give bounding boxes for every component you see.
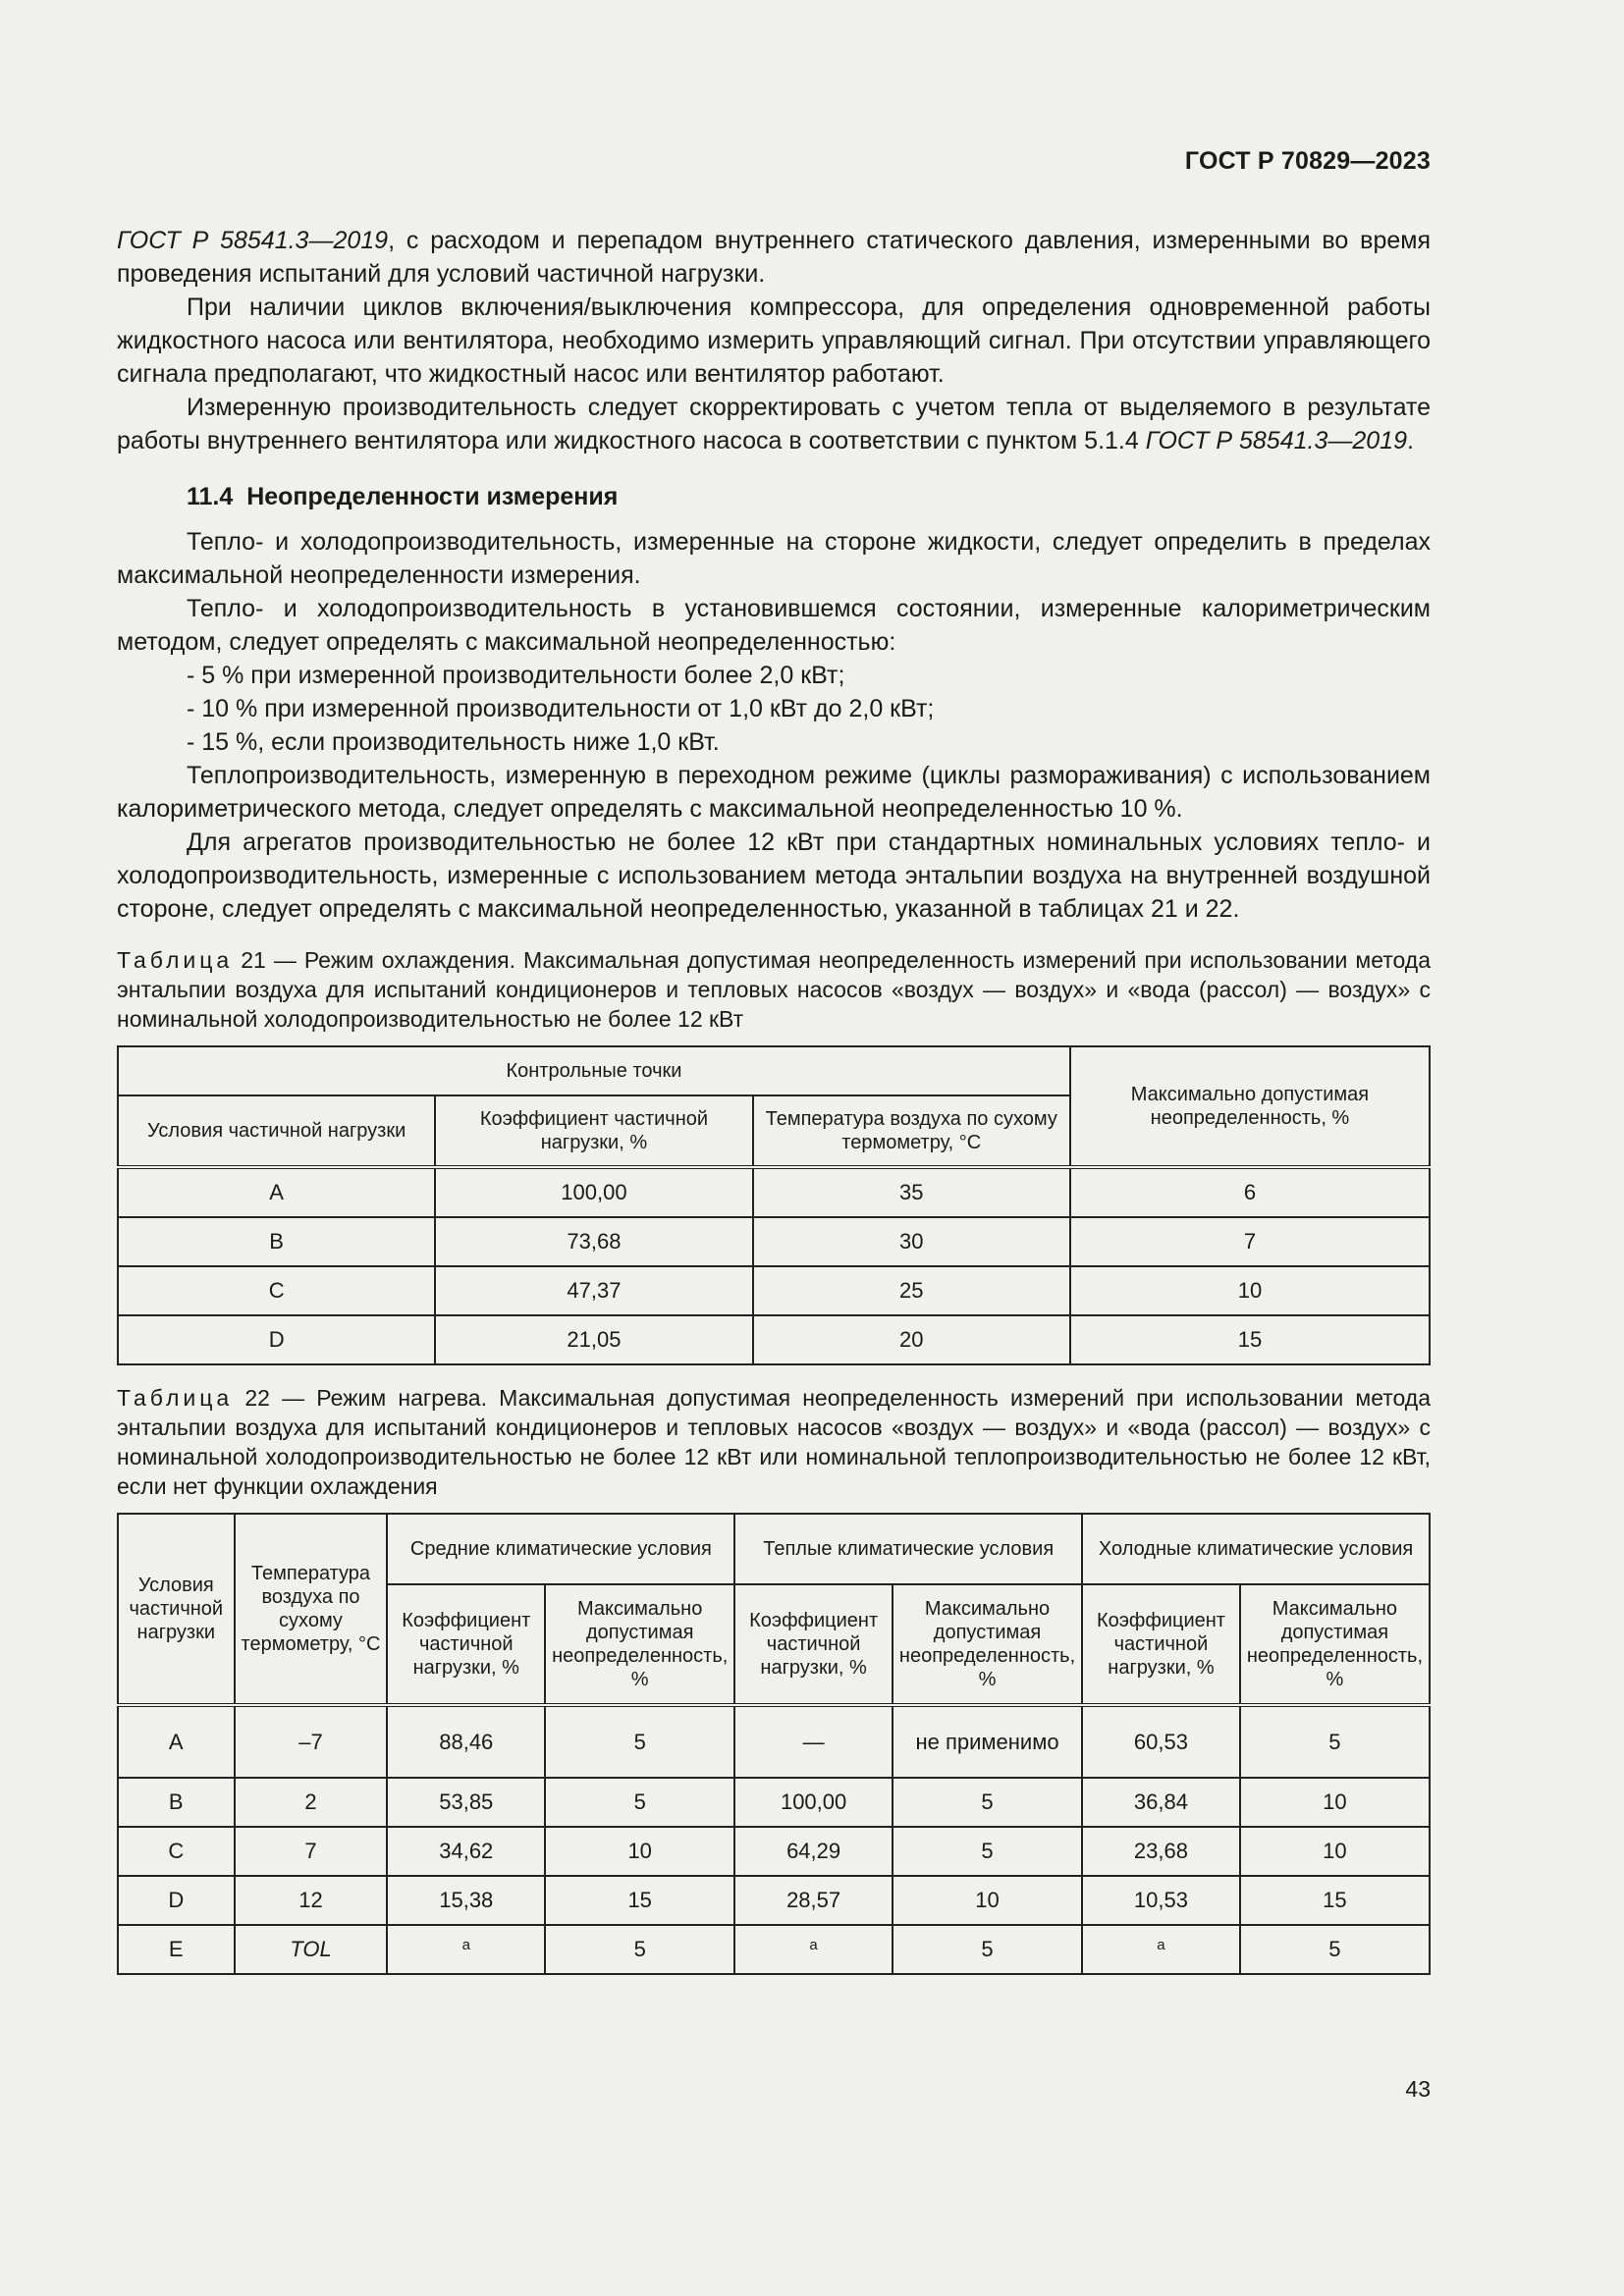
table-group-header: Холодные климатические условия bbox=[1082, 1514, 1430, 1584]
table-header: Коэффициент частичной нагрузки, % bbox=[734, 1584, 893, 1705]
table-row: C 7 34,62 10 64,29 5 23,68 10 bbox=[118, 1827, 1430, 1876]
table-header: Коэффициент частичной нагрузки, % bbox=[1082, 1584, 1240, 1705]
footnote-marker: a bbox=[734, 1925, 893, 1974]
table-header: Температура воздуха по сухому термометру, °С bbox=[753, 1095, 1070, 1167]
table-22 bbox=[117, 1513, 1431, 1975]
paragraph: ГОСТ Р 58541.3—2019, с расходом и перепадом внутреннего статического давления, измеренными во время проведения испытаний для условий частичной нагрузки. bbox=[117, 227, 1431, 288]
list-item: - 5 % при измеренной производительности более 2,0 кВт; bbox=[187, 662, 845, 689]
paragraph: Теплопроизводительность, измеренную в переходном режиме (циклы размораживания) с использованием калориметрического метода, следует определять с максимальной неопределенностью 10 %. bbox=[117, 762, 1431, 823]
table-group-header: Средние климатические условия bbox=[387, 1514, 734, 1584]
paragraph: Тепло- и холодопроизводительность, измеренные на стороне жидкости, следует определить в пределах максимальной неопределенности измерения. bbox=[117, 528, 1431, 589]
table-21 bbox=[117, 1045, 1431, 1365]
page-number: 43 bbox=[1405, 2076, 1431, 2102]
table-header: Коэффициент частичной нагрузки, % bbox=[435, 1095, 752, 1167]
list-item: - 15 %, если производительность ниже 1,0 кВт. bbox=[187, 728, 720, 756]
footnote-marker: a bbox=[387, 1925, 545, 1974]
table-row: B 2 53,85 5 100,00 5 36,84 10 bbox=[118, 1778, 1430, 1827]
page-body bbox=[117, 224, 1431, 1975]
table-row: A –7 88,46 5 — не применимо 60,53 5 bbox=[118, 1705, 1430, 1778]
paragraph: При наличии циклов включения/выключения компрессора, для определения одновременной работы жидкостного насоса или вентилятора, необходимо измерить управляющий сигнал. При отсутствии управляющего сигнала предполагают, что жидкостный насос или вентилятор работают. bbox=[117, 294, 1431, 388]
table-header: Максимально допустимая неопределенность, % bbox=[1070, 1046, 1430, 1167]
footnote-marker: a bbox=[1082, 1925, 1240, 1974]
standard-reference: ГОСТ Р 58541.3—2019 bbox=[117, 227, 389, 254]
table-header: Максимально допустимая неопределенность, % bbox=[1240, 1584, 1430, 1705]
standard-reference: ГОСТ Р 58541.3—2019 bbox=[1145, 427, 1407, 454]
table-row: B 73,68 30 7 bbox=[118, 1217, 1430, 1266]
paragraph: Для агрегатов производительностью не более 12 кВт при стандартных номинальных условиях тепло- и холодопроизводительность, измеренные с использованием метода энтальпии воздуха на внутренней воздушной стороне, следует определять с максимальной неопределенностью, указанной в таблицах 21 и 22. bbox=[117, 828, 1431, 923]
table-22-caption: Таблица 22 — Режим нагрева. Максимальная допустимая неопределенность измерений при использовании метода энтальпии воздуха для испытаний кондиционеров и тепловых насосов «воздух — воздух» и «вода (рассол) — воздух» с номинальной холодопроизводительностью не более 12 кВт или номинальной теплопроизводительностью не более 12 кВт, если нет функции охлаждения bbox=[117, 1385, 1431, 1499]
table-21-caption: Таблица 21 — Режим охлаждения. Максимальная допустимая неопределенность измерений при использовании метода энтальпии воздуха для испытаний кондиционеров и тепловых насосов «воздух — воздух» и «вода (рассол) — воздух» с номинальной холодопроизводительностью не более 12 кВт bbox=[117, 947, 1431, 1032]
table-row: A 100,00 35 6 bbox=[118, 1167, 1430, 1217]
table-row: D 12 15,38 15 28,57 10 10,53 15 bbox=[118, 1876, 1430, 1925]
table-group-header: Теплые климатические условия bbox=[734, 1514, 1082, 1584]
document-code: ГОСТ Р 70829—2023 bbox=[1184, 147, 1431, 175]
table-row: C 47,37 25 10 bbox=[118, 1266, 1430, 1315]
table-group-header: Контрольные точки bbox=[118, 1046, 1070, 1095]
table-header: Коэффициент частичной нагрузки, % bbox=[387, 1584, 545, 1705]
list-item: - 10 % при измеренной производительности от 1,0 кВт до 2,0 кВт; bbox=[187, 695, 935, 722]
table-header: Максимально допустимая неопределенность, % bbox=[893, 1584, 1082, 1705]
paragraph: Измеренную производительность следует скорректировать с учетом тепла от выделяемого в результате работы внутреннего вентилятора или жидкостного насоса в соответствии с пунктом 5.1.4 ГОСТ Р 58541.3—2019. bbox=[117, 394, 1431, 454]
table-header: Условия частичной нагрузки bbox=[118, 1095, 435, 1167]
table-row: E TOL $^a$ 5 $^a$ 5 $^a$ 5 bbox=[118, 1925, 1430, 1974]
table-header: Максимально допустимая неопределенность, % bbox=[545, 1584, 734, 1705]
table-row: D 21,05 20 15 bbox=[118, 1315, 1430, 1364]
table-header: Температура воздуха по сухому термометру, °С bbox=[235, 1514, 388, 1705]
section-heading: 11.4 Неопределенности измерения bbox=[187, 483, 619, 510]
paragraph: Тепло- и холодопроизводительность в установившемся состоянии, измеренные калориметрическим методом, следует определять с максимальной неопределенностью: bbox=[117, 595, 1431, 656]
table-header: Условия частичной нагрузки bbox=[118, 1514, 235, 1705]
